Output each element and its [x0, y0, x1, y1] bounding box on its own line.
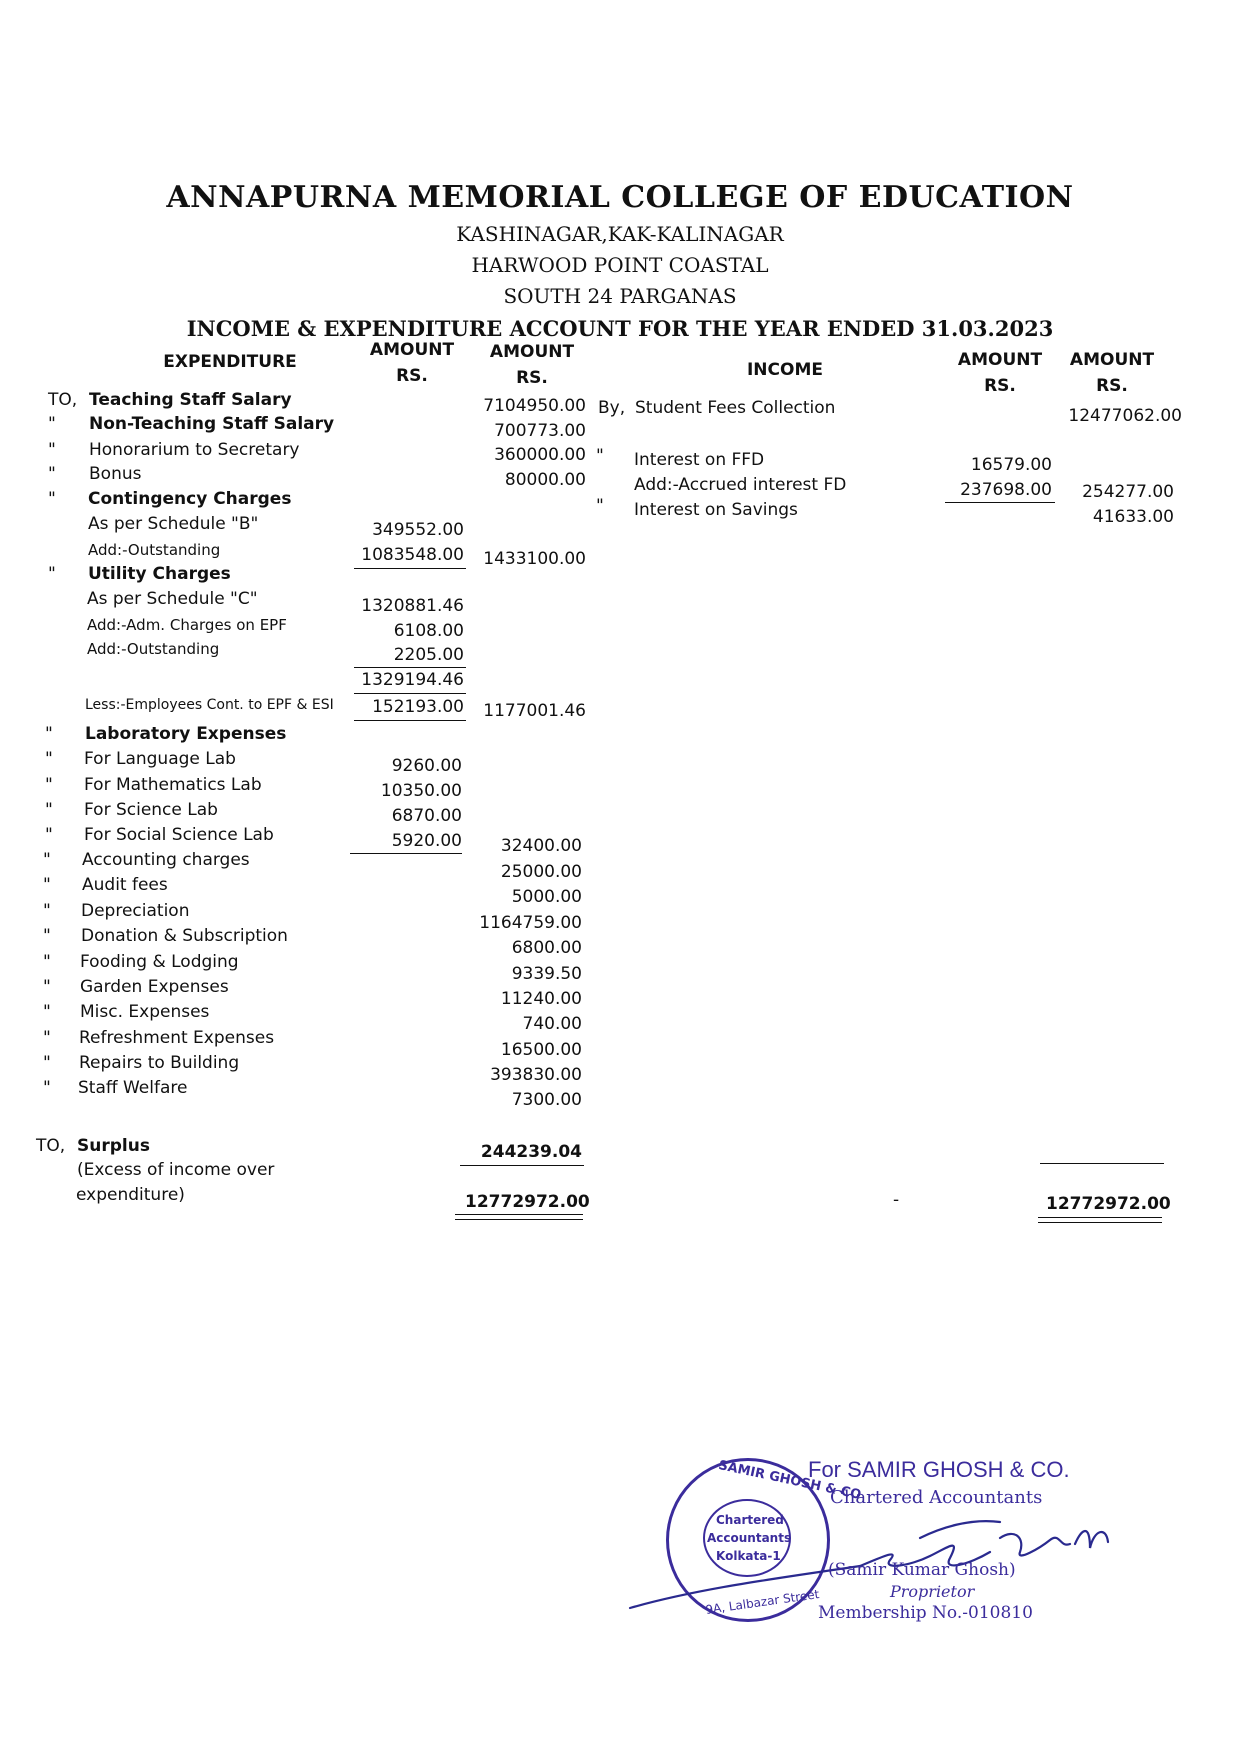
- address-line-3: SOUTH 24 PARGANAS: [503, 284, 737, 308]
- college-name: ANNAPURNA MEMORIAL COLLEGE OF EDUCATION: [166, 180, 1074, 215]
- expense-label: Donation & Subscription: [81, 926, 288, 946]
- address-line-2: HARWOOD POINT COASTAL: [471, 253, 769, 277]
- expense-amount: 740.00: [522, 1014, 582, 1034]
- ditto-mark: ": [43, 901, 51, 921]
- utility-schedule-label: As per Schedule "C": [87, 589, 258, 609]
- ditto-mark: ": [48, 440, 56, 460]
- signatory-title: Proprietor: [890, 1582, 975, 1601]
- underline: [354, 693, 466, 694]
- underline: [455, 1214, 583, 1215]
- ditto-mark: ": [43, 926, 51, 946]
- ditto-mark: ": [43, 1028, 51, 1048]
- teaching-salary-label: Teaching Staff Salary: [89, 390, 292, 410]
- expense-amount: 5000.00: [511, 887, 582, 907]
- ditto-mark: ": [45, 749, 53, 769]
- expense-amount: 16500.00: [500, 1040, 582, 1060]
- amount-header-3: AMOUNT: [957, 350, 1043, 370]
- surplus-note-2: expenditure): [76, 1185, 185, 1205]
- lab-expenses-label: Laboratory Expenses: [85, 724, 287, 744]
- utility-epf-label: Add:-Adm. Charges on EPF: [87, 616, 287, 634]
- expenditure-header: EXPENDITURE: [163, 352, 297, 372]
- expense-label: Depreciation: [81, 901, 190, 921]
- fees-amount: 12477062.00: [1068, 406, 1182, 426]
- ditto-mark: ": [43, 1053, 51, 1073]
- ditto-mark: ": [43, 875, 51, 895]
- lab-item-amount: 10350.00: [380, 781, 462, 801]
- seal-line-3: Kolkata-1: [716, 1549, 781, 1563]
- teaching-salary-amount: 7104950.00: [483, 396, 586, 416]
- savings-label: Interest on Savings: [634, 500, 798, 520]
- lab-item-label: For Science Lab: [84, 800, 218, 820]
- underline: [1040, 1163, 1164, 1164]
- expense-label: Fooding & Lodging: [80, 952, 239, 972]
- ditto-mark: ": [43, 952, 51, 972]
- contingency-outstanding-amount: 1083548.00: [361, 545, 464, 565]
- income-grand-total: 12772972.00: [1046, 1194, 1171, 1214]
- contingency-total: 1433100.00: [483, 549, 586, 569]
- membership-number: Membership No.-010810: [818, 1603, 1033, 1623]
- ditto-mark: ": [45, 724, 53, 744]
- utility-subtotal: 1329194.46: [361, 670, 464, 690]
- ffd-amount: 16579.00: [970, 455, 1052, 475]
- fees-label: Student Fees Collection: [635, 398, 836, 418]
- utility-outstanding-label: Add:-Outstanding: [87, 640, 220, 658]
- signatory-name: (Samir Kumar Ghosh): [828, 1560, 1016, 1580]
- by-label: By,: [598, 398, 626, 418]
- expense-label: Repairs to Building: [79, 1053, 240, 1073]
- utility-outstanding-amount: 2205.00: [393, 645, 464, 665]
- ditto-mark: ": [43, 977, 51, 997]
- lab-item-label: For Mathematics Lab: [84, 775, 262, 795]
- amount-header-2: AMOUNT: [489, 342, 575, 362]
- lab-item-amount: 6870.00: [391, 806, 462, 826]
- ditto-mark: ": [45, 825, 53, 845]
- accrued-amount: 237698.00: [960, 480, 1052, 500]
- expense-amount: 7300.00: [511, 1090, 582, 1110]
- seal-line-2: Accountants: [707, 1531, 792, 1545]
- ditto-mark: ": [48, 564, 56, 584]
- ditto-mark: ": [596, 446, 604, 466]
- expense-amount: 25000.00: [500, 862, 582, 882]
- ditto-mark: ": [43, 850, 51, 870]
- rs-header-3: RS.: [984, 376, 1016, 396]
- surplus-label: Surplus: [77, 1136, 150, 1156]
- utility-total: 1177001.46: [483, 701, 586, 721]
- ditto-mark: ": [596, 496, 604, 516]
- bonus-label: Bonus: [89, 464, 142, 484]
- address-line-1: KASHINAGAR,KAK-KALINAGAR: [456, 222, 784, 246]
- interest-fd-total: 254277.00: [1082, 482, 1174, 502]
- utility-epf-amount: 6108.00: [393, 621, 464, 641]
- expense-label: Garden Expenses: [80, 977, 229, 997]
- ditto-mark: ": [45, 800, 53, 820]
- underline: [354, 720, 466, 721]
- expense-label: Audit fees: [82, 875, 168, 895]
- expenditure-grand-total: 12772972.00: [465, 1192, 590, 1212]
- rs-header-1: RS.: [396, 366, 428, 386]
- account-title: INCOME & EXPENDITURE ACCOUNT FOR THE YEAR ENDED 31.03.2023: [186, 316, 1054, 341]
- firm-role: Chartered Accountants: [830, 1487, 1043, 1508]
- ditto-mark: ": [45, 775, 53, 795]
- utility-schedule-amount: 1320881.46: [361, 596, 464, 616]
- seal-line-1: Chartered: [716, 1513, 784, 1527]
- surplus-note-1: (Excess of income over: [77, 1160, 275, 1180]
- expense-label: Staff Welfare: [78, 1078, 188, 1098]
- underline: [354, 568, 466, 569]
- lab-item-amount: 5920.00: [391, 831, 462, 851]
- expense-amount: 9339.50: [511, 964, 582, 984]
- underline: [460, 1165, 584, 1166]
- contingency-outstanding-label: Add:-Outstanding: [88, 541, 221, 559]
- firm-name: For SAMIR GHOSH & CO.: [808, 1457, 1070, 1482]
- seal-ring-top-text: SAMIR GHOSH & CO: [717, 1458, 863, 1503]
- dash-mark: -: [893, 1190, 900, 1210]
- underline: [350, 853, 462, 854]
- expense-amount: 1164759.00: [479, 913, 582, 933]
- ditto-mark: ": [48, 464, 56, 484]
- honorarium-amount: 360000.00: [494, 445, 586, 465]
- to-label: TO,: [48, 390, 78, 410]
- amount-header-4: AMOUNT: [1069, 350, 1155, 370]
- underline: [1038, 1217, 1162, 1218]
- non-teaching-salary-label: Non-Teaching Staff Salary: [89, 414, 335, 434]
- expense-amount: 6800.00: [511, 938, 582, 958]
- utility-less-label: Less:-Employees Cont. to EPF & ESI: [85, 697, 334, 713]
- underline: [455, 1219, 583, 1220]
- rs-header-4: RS.: [1096, 376, 1128, 396]
- savings-amount: 41633.00: [1092, 507, 1174, 527]
- underline: [354, 667, 466, 668]
- contingency-label: Contingency Charges: [88, 489, 292, 509]
- underline: [1038, 1222, 1162, 1223]
- to-label: TO,: [36, 1136, 66, 1156]
- expense-label: Misc. Expenses: [80, 1002, 210, 1022]
- ditto-mark: ": [48, 414, 56, 434]
- honorarium-label: Honorarium to Secretary: [89, 440, 300, 460]
- ditto-mark: ": [43, 1078, 51, 1098]
- expense-label: Accounting charges: [82, 850, 250, 870]
- non-teaching-salary-amount: 700773.00: [494, 421, 586, 441]
- accrued-label: Add:-Accrued interest FD: [634, 475, 847, 495]
- ditto-mark: ": [43, 1002, 51, 1022]
- contingency-schedule-label: As per Schedule "B": [88, 514, 259, 534]
- expense-amount: 11240.00: [500, 989, 582, 1009]
- income-header: INCOME: [746, 360, 823, 380]
- bonus-amount: 80000.00: [504, 470, 586, 490]
- rs-header-2: RS.: [516, 368, 548, 388]
- ffd-label: Interest on FFD: [634, 450, 765, 470]
- amount-header-1: AMOUNT: [369, 340, 455, 360]
- lab-item-label: For Language Lab: [84, 749, 236, 769]
- expense-amount: 393830.00: [490, 1065, 582, 1085]
- expense-label: Refreshment Expenses: [79, 1028, 275, 1048]
- lab-item-label: For Social Science Lab: [84, 825, 274, 845]
- surplus-amount: 244239.04: [480, 1142, 582, 1162]
- lab-total: 32400.00: [500, 836, 582, 856]
- lab-item-amount: 9260.00: [391, 756, 462, 776]
- utility-less-amount: 152193.00: [372, 697, 464, 717]
- contingency-schedule-amount: 349552.00: [372, 520, 464, 540]
- utility-label: Utility Charges: [88, 564, 231, 584]
- underline: [945, 502, 1055, 503]
- seal-ring-bottom-text: 9A, Lalbazar Street: [704, 1587, 821, 1617]
- ditto-mark: ": [48, 489, 56, 509]
